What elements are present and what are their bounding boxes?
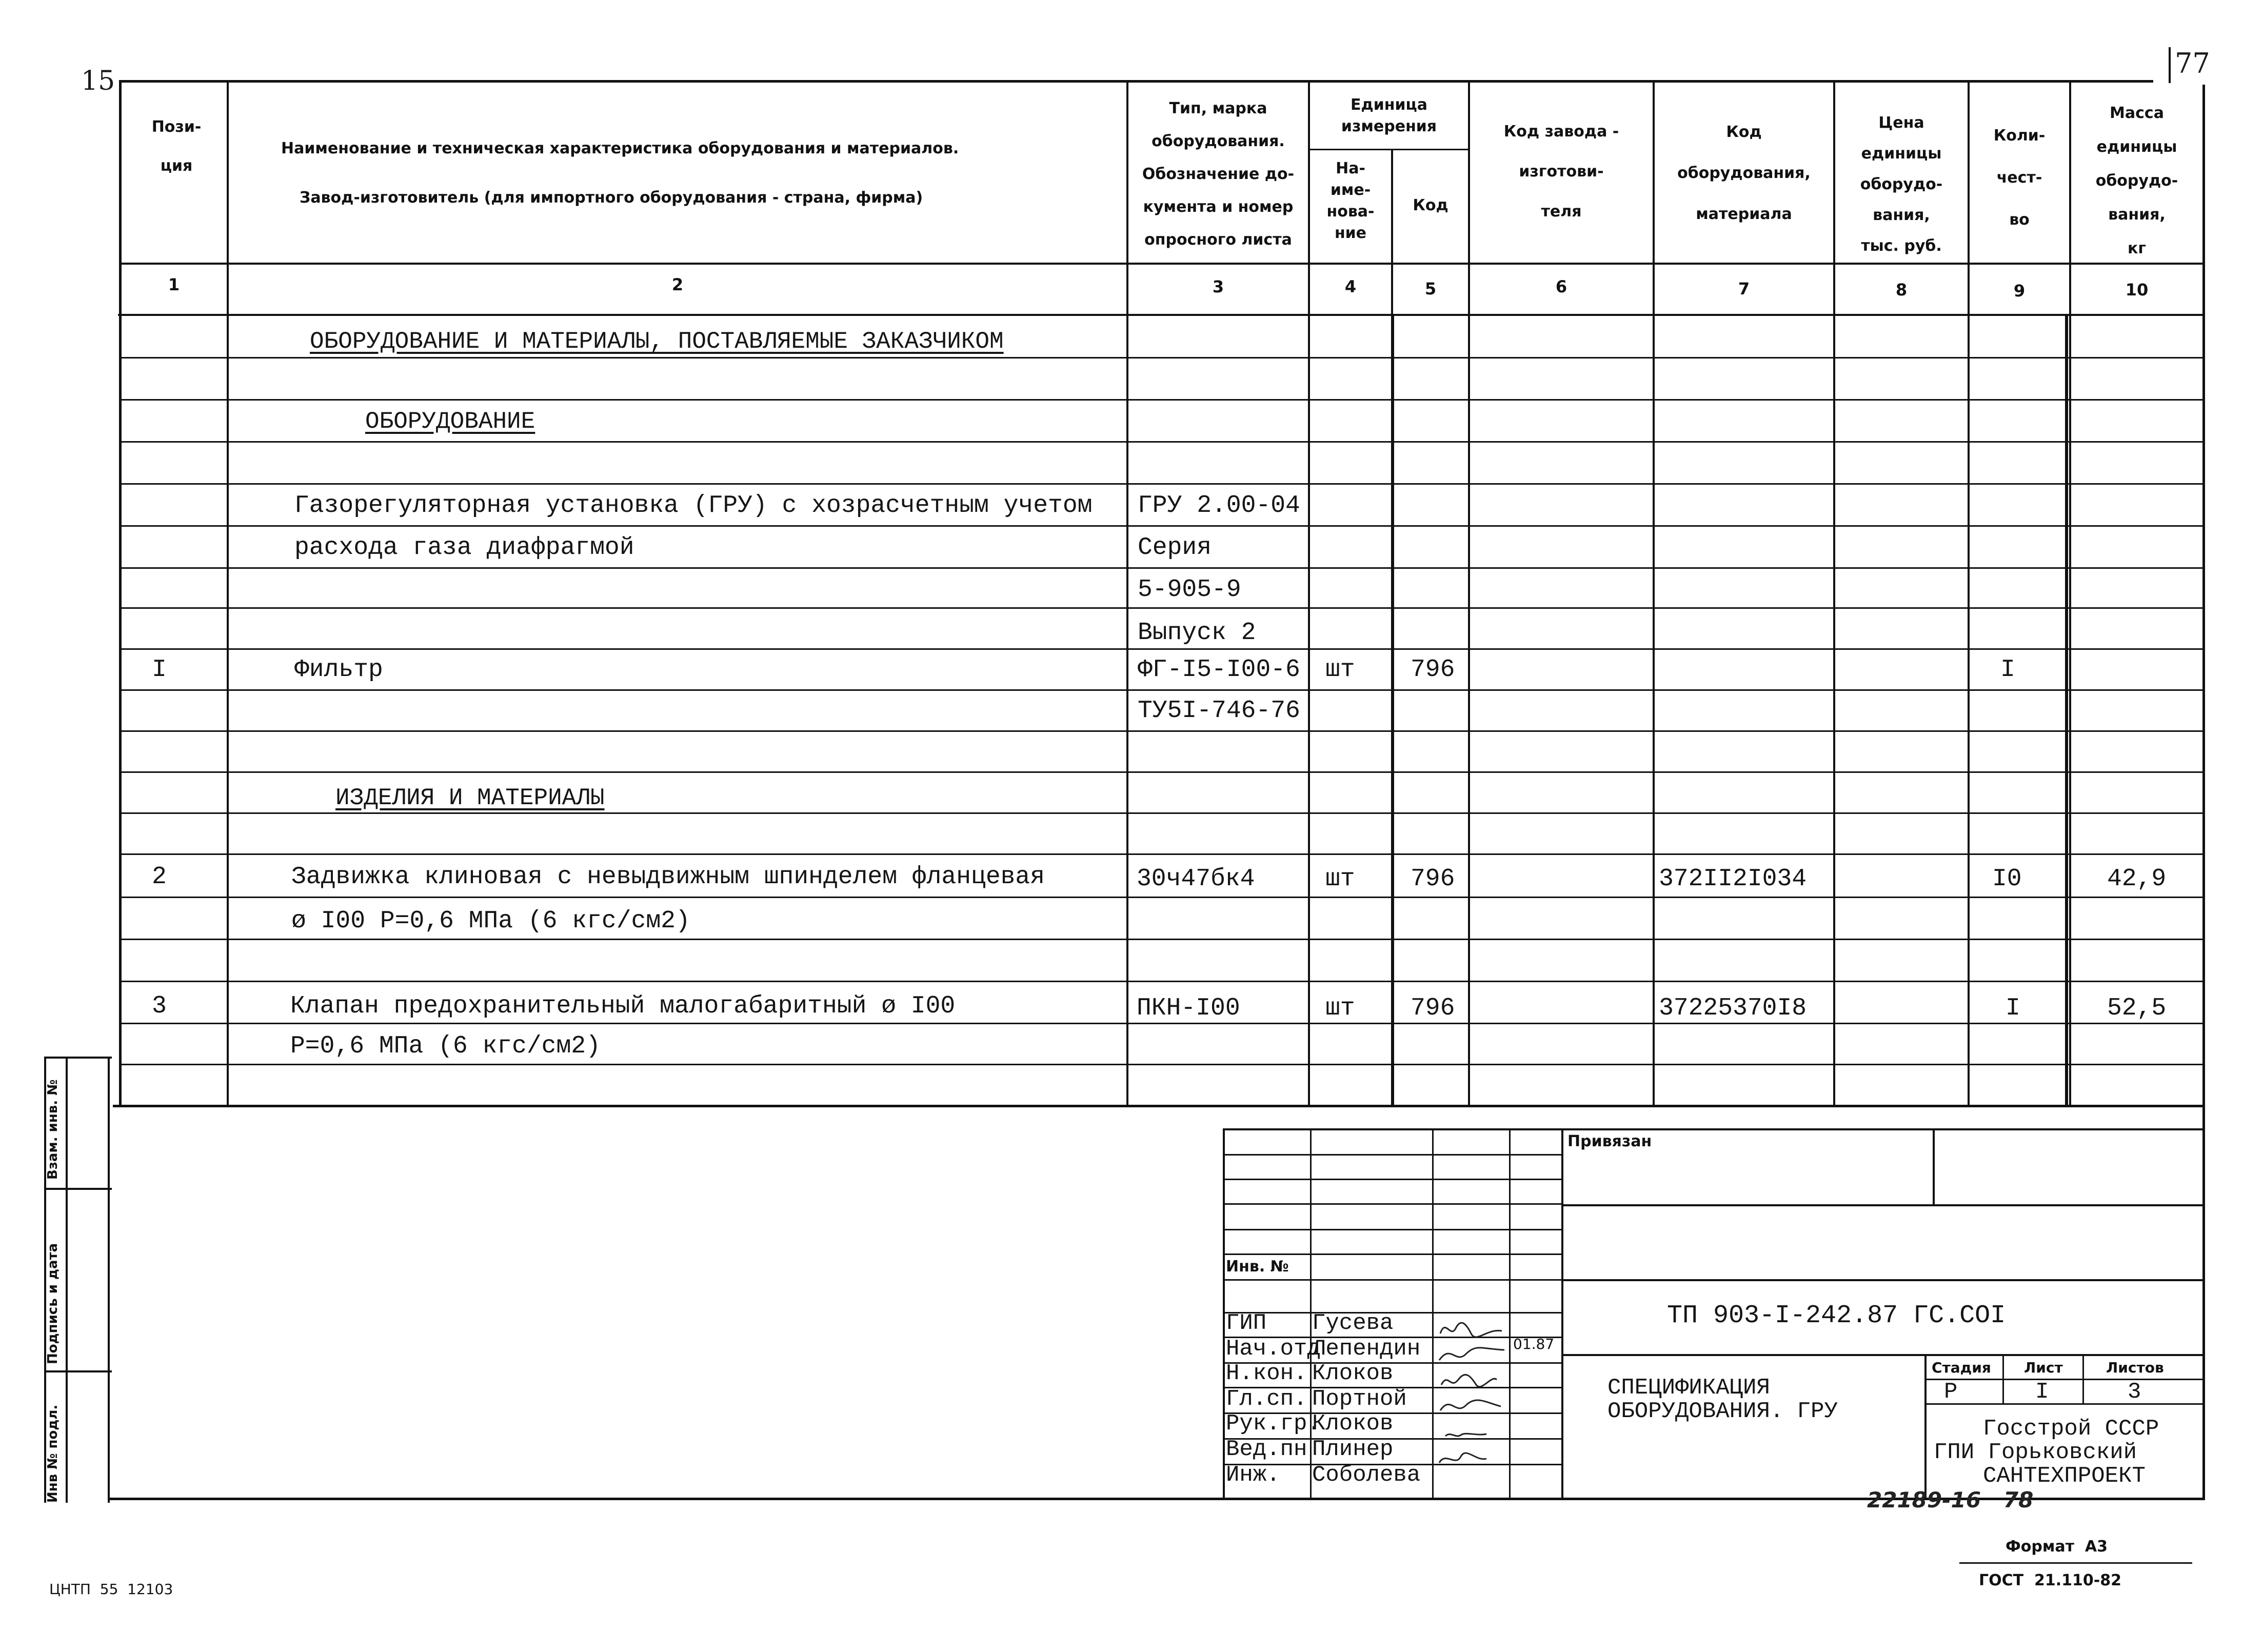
header-unit: Единица измерения	[1341, 96, 1437, 135]
row-line	[121, 853, 2204, 855]
row2-name-line1: Задвижка клиновая с невыдвижным шпинделем фланцевая	[291, 863, 1045, 891]
stamp-role: Инж.	[1226, 1462, 1280, 1488]
colnum-9: 9	[2013, 281, 2026, 301]
page-number-right: 77	[2175, 47, 2210, 79]
stamp-stage-value: Р	[1944, 1379, 1958, 1405]
stamp-row	[1223, 1253, 1562, 1255]
row1-position: I	[152, 656, 167, 684]
row2-name-line2: ø I00 Р=0,6 МПа (6 кгс/см2)	[291, 907, 690, 935]
row3-name-line2: Р=0,6 МПа (6 кгс/см2)	[290, 1032, 601, 1060]
stamp-name: Клоков	[1312, 1411, 1394, 1437]
stamp-document-code: ТП 903-I-242.87 ГС.СОI	[1667, 1301, 2006, 1330]
stamp-stage-row1	[1924, 1379, 2205, 1380]
row2-unit: шт	[1325, 865, 1355, 893]
footer-rule	[1959, 1562, 2192, 1564]
row2-mass: 42,9	[2107, 865, 2167, 893]
side-label-signature-date: Подпись и дата	[45, 1243, 61, 1364]
header-col9: Коли- чест- во	[1993, 127, 2046, 229]
row-line	[121, 981, 2204, 982]
header-col6: Код завода - изготови- теля	[1503, 123, 1619, 221]
stamp-sheets-label: Листов	[2106, 1359, 2164, 1376]
col-sep-9b	[2065, 316, 2068, 1105]
row2-equipment-code: 372II2I034	[1659, 865, 1807, 893]
row1-unit: шт	[1325, 656, 1355, 684]
side-label-inv-podl: Инв № подл.	[45, 1404, 61, 1503]
row3-unit-code: 796	[1411, 994, 1455, 1022]
stamp-sheet-label: Лист	[2024, 1359, 2063, 1376]
stamp-role: Нач.отд	[1226, 1336, 1321, 1362]
stamp-title-line2: ОБОРУДОВАНИЯ. ГРУ	[1607, 1399, 1838, 1424]
stamp-privyazan-label: Привязан	[1567, 1132, 1652, 1150]
stamp-stage-row2	[1924, 1403, 2205, 1405]
side-strip-sep2	[44, 1370, 112, 1372]
stamp-left	[1223, 1128, 1225, 1499]
table-border-top	[121, 80, 2153, 83]
stamp-col-a	[1310, 1128, 1312, 1499]
row3-quantity: I	[2006, 994, 2020, 1022]
stamp-col-d	[1561, 1128, 1563, 1499]
row1-quantity: I	[2000, 656, 2015, 684]
row1-type-line2: ТУ5I-746-76	[1138, 697, 1300, 725]
stamp-org-line2: ГПИ Горьковский	[1934, 1440, 2137, 1465]
stamp-role: Вед.пн	[1226, 1437, 1307, 1462]
header-col3: Тип, марка оборудования. Обозначение до- кумента и номер опросного листа	[1142, 99, 1295, 249]
handwritten-number: 22189-16 78	[1867, 1487, 2034, 1512]
col-sep-5	[1468, 81, 1470, 1105]
col-sep-1	[227, 81, 229, 1105]
header-col7: Код оборудования, материала	[1677, 123, 1811, 223]
colnum-3: 3	[1212, 277, 1224, 296]
col-sep-4b	[1391, 316, 1394, 1105]
header-col2: Наименование и техническая характеристика оборудования и материалов. Завод-изготовитель (для импортного оборудования - страна, фирма)	[281, 140, 959, 207]
stamp-org-line3: САНТЕХПРОЕКТ	[1983, 1463, 2146, 1489]
stamp-stage-col2	[2082, 1354, 2084, 1404]
stamp-sheets-value: 3	[2128, 1379, 2141, 1405]
row3-unit: шт	[1325, 994, 1355, 1022]
gru-type-line2: Серия	[1138, 534, 1212, 562]
colnum-4: 4	[1344, 277, 1357, 296]
colnum-5: 5	[1424, 279, 1437, 298]
stamp-inv-no-label: Инв. №	[1226, 1258, 1289, 1276]
stamp-row	[1223, 1279, 1562, 1281]
header-col4: На- име- нова- ние	[1326, 160, 1375, 242]
row-line	[121, 567, 2204, 569]
row3-position: 3	[152, 992, 167, 1020]
row-line	[121, 939, 2204, 940]
stamp-code-top	[1562, 1279, 2205, 1281]
table-body-bottom	[113, 1105, 2204, 1107]
stamp-title-sep	[1924, 1354, 1927, 1499]
row3-mass: 52,5	[2107, 994, 2167, 1022]
side-strip-top	[44, 1057, 112, 1059]
row2-type: 30ч47бк4	[1137, 865, 1255, 893]
stamp-role: ГИП	[1226, 1310, 1267, 1336]
row-line	[121, 607, 2204, 609]
colnum-8: 8	[1895, 280, 1908, 300]
header-col10: Масса единицы оборудо- вания, кг	[2095, 104, 2178, 257]
stamp-top	[1223, 1128, 2205, 1130]
header-col5: Код	[1413, 196, 1448, 214]
row1-name: Фильтр	[294, 656, 383, 684]
colnum-2: 2	[671, 275, 684, 294]
section-heading-customer: ОБОРУДОВАНИЕ И МАТЕРИАЛЫ, ПОСТАВЛЯЕМЫЕ ЗАКАЗЧИКОМ	[310, 328, 1004, 355]
format-label: Формат А3	[2006, 1538, 2108, 1556]
row3-equipment-code: 37225370I8	[1659, 994, 1807, 1022]
row-line	[121, 648, 2204, 650]
stamp-name: Лепендин	[1312, 1336, 1421, 1362]
side-label-replaced-inv: Взам. инв. №	[45, 1079, 61, 1180]
gru-type-line1: ГРУ 2.00-04	[1138, 492, 1300, 520]
row-line	[121, 441, 2204, 443]
header-col8: Цена единицы оборудо- вания, тыс. руб.	[1860, 114, 1943, 255]
stamp-role: Рук.гр.	[1226, 1411, 1321, 1437]
stamp-col-b	[1432, 1128, 1434, 1499]
stamp-sheet-value: I	[2035, 1379, 2049, 1405]
stamp-col-c	[1509, 1128, 1511, 1499]
side-strip-sep1	[44, 1188, 112, 1190]
row-line	[121, 1064, 2204, 1065]
table-border-right	[2202, 85, 2205, 1500]
gost-label: ГОСТ 21.110-82	[1979, 1571, 2121, 1589]
row2-quantity: I0	[1992, 865, 2022, 893]
header-bottom	[121, 263, 2204, 265]
row-line	[121, 771, 2204, 773]
stamp-row	[1223, 1179, 1562, 1180]
stamp-privyazan-bottom	[1562, 1204, 2205, 1206]
row2-unit-code: 796	[1411, 865, 1455, 893]
row-line	[121, 399, 2204, 401]
gru-type-line3: 5-905-9	[1138, 576, 1241, 604]
page-number-left: 15	[81, 66, 115, 96]
stamp-date-note: 01.87	[1513, 1336, 1555, 1352]
colnum-10: 10	[2125, 280, 2149, 300]
stamp-name: Плинер	[1312, 1437, 1394, 1462]
stamp-name: Гусева	[1312, 1310, 1394, 1336]
section-heading-materials: ИЗДЕЛИЯ И МАТЕРИАЛЫ	[335, 785, 605, 811]
stamp-role: Гл.сп.	[1226, 1386, 1307, 1412]
gru-name-line2: расхода газа диафрагмой	[294, 534, 634, 562]
row-line	[121, 689, 2204, 691]
row-line	[121, 897, 2204, 898]
page-number-right-tick	[2169, 47, 2171, 83]
colnum-bottom	[118, 314, 2204, 316]
stamp-stage-col1	[2002, 1354, 2004, 1404]
stamp-name: Портной	[1312, 1386, 1407, 1412]
stamp-role: Н.кон.	[1226, 1361, 1307, 1386]
side-strip-right	[66, 1057, 68, 1503]
stamp-name: Соболева	[1312, 1462, 1421, 1488]
table-border-left	[119, 80, 122, 1105]
colnum-7: 7	[1738, 279, 1750, 298]
stamp-stage-label: Стадия	[1932, 1359, 1991, 1376]
stamp-title-line1: СПЕЦИФИКАЦИЯ	[1607, 1375, 1770, 1401]
stamp-row	[1223, 1154, 1562, 1156]
stamp-name: Клоков	[1312, 1361, 1394, 1386]
row-line	[121, 730, 2204, 732]
colnum-1: 1	[168, 275, 180, 294]
colnum-6: 6	[1555, 277, 1567, 296]
row3-name-line1: Клапан предохранительный малогабаритный ø I00	[290, 992, 956, 1020]
left-footer-code: ЦНТП 55 12103	[49, 1581, 173, 1598]
signature-marks	[1435, 1313, 1509, 1498]
row-line	[121, 483, 2204, 485]
row3-type: ПКН-I00	[1137, 994, 1240, 1022]
row1-type-line1: ФГ-I5-I00-6	[1138, 656, 1300, 684]
row-line	[121, 525, 2204, 527]
row2-position: 2	[152, 863, 167, 891]
stamp-code-bottom	[1562, 1354, 2205, 1356]
col-sep-2	[1126, 81, 1128, 1105]
stamp-row	[1223, 1229, 1562, 1230]
unit-header-split	[1309, 149, 1468, 150]
row1-unit-code: 796	[1411, 656, 1455, 684]
stamp-privyazan-sep	[1933, 1128, 1935, 1205]
side-strip-inner	[108, 1057, 110, 1503]
header-col1: Пози- ция	[151, 118, 202, 175]
stamp-org-line1: Госстрой СССР	[1983, 1416, 2159, 1442]
stamp-row	[1223, 1203, 1562, 1205]
gru-name-line1: Газорегуляторная установка (ГРУ) с хозрасчетным учетом	[294, 492, 1093, 520]
gru-type-line4: Выпуск 2	[1138, 619, 1256, 647]
row-line	[121, 357, 2204, 359]
section-heading-equipment: ОБОРУДОВАНИЕ	[365, 408, 535, 435]
